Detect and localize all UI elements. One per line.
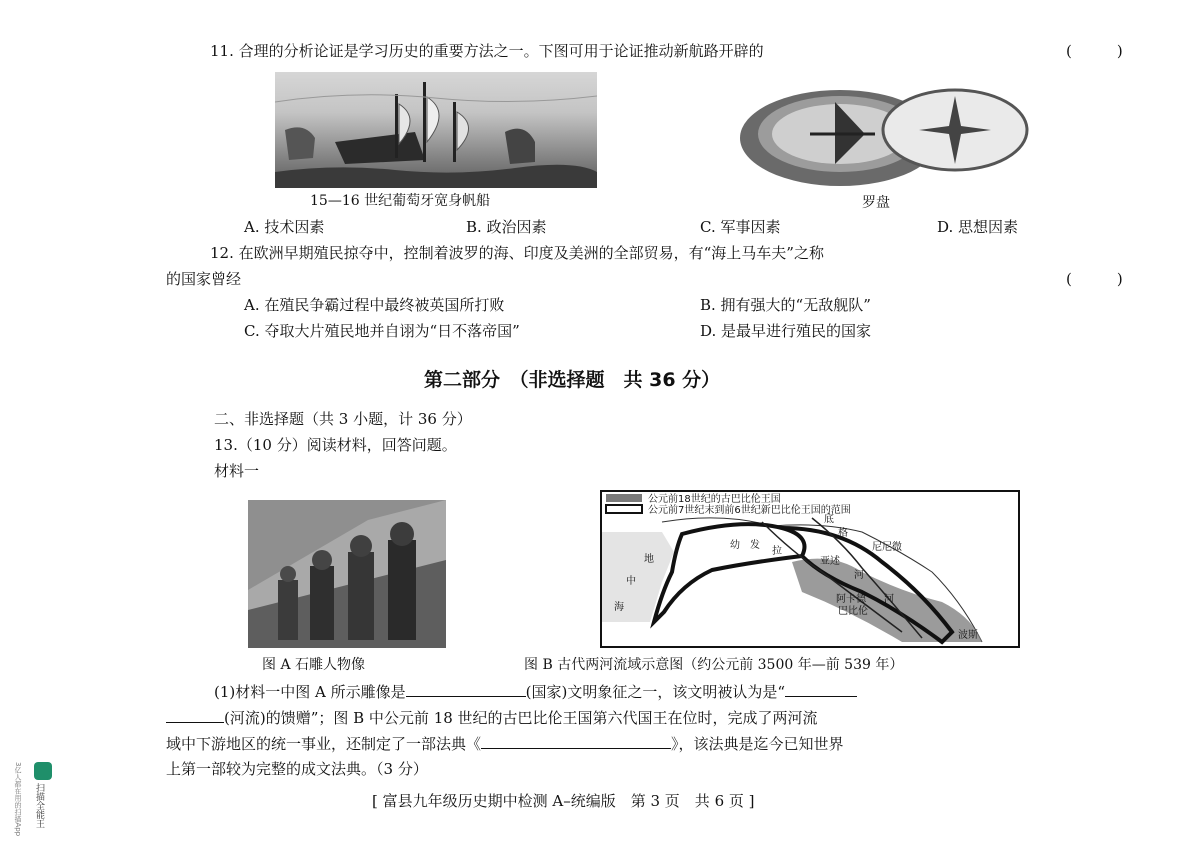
scanner-logo-text: 扫描全能王: [34, 783, 44, 828]
q12-option-a: A. 在殖民争霸过程中最终被英国所打败: [244, 296, 505, 314]
map-label-nineveh: 尼尼微: [872, 542, 902, 553]
page-footer: [ 富县九年级历史期中检测 A–统编版 第 3 页 共 6 页 ]: [372, 792, 755, 810]
map-label-gulf: 波斯: [958, 630, 978, 641]
map-label-euphrates: 幼 发: [730, 540, 760, 551]
legend-old-babylon: 公元前18世纪的古巴比伦王国: [648, 494, 781, 505]
q12-option-d: D. 是最早进行殖民的国家: [700, 322, 872, 340]
q12-stem-line1: 12. 在欧洲早期殖民掠夺中，控制着波罗的海、印度及美洲的全部贸易，有“海上马车夫”之称: [210, 244, 824, 262]
compass-caption: 罗盘: [862, 195, 890, 211]
q13-1-line3-a: 域中下游地区的统一事业，还制定了一部法典《: [166, 735, 482, 753]
material-one-label: 材料一: [214, 462, 260, 480]
figure-b-caption: 图 B 古代两河流域示意图（约公元前 3500 年—前 539 年）: [524, 657, 904, 673]
blank-river-part2[interactable]: [166, 708, 224, 723]
q13-stem: 13.（10 分）阅读材料，回答问题。: [214, 436, 457, 454]
q11-option-d: D. 思想因素: [937, 218, 1019, 236]
q11-option-a: A. 技术因素: [244, 218, 325, 236]
blank-country[interactable]: [406, 682, 526, 697]
figure-a-statue-image: [248, 500, 446, 648]
q11-stem: 11. 合理的分析论证是学习历史的重要方法之一。下图可用于论证推动新航路开辟的: [210, 42, 764, 60]
figure-a-caption: 图 A 石雕人物像: [262, 657, 366, 673]
map-label-akkad: 阿卡德: [836, 594, 866, 605]
q13-1-line2-a: (河流)的馈赠”；图 B 中公元前 18 世纪的古巴比伦王国第六代国王在位时，完成了两河流: [224, 709, 818, 727]
q12-stem-line2: 的国家曾经: [166, 270, 242, 288]
map-label-assur: 亚述: [820, 556, 840, 567]
q13-1-line1-b: (国家)文明象征之一，该文明被认为是“: [525, 683, 785, 701]
map-label-di: 底: [824, 514, 834, 525]
q13-1-line2: [166, 708, 818, 727]
blank-code-name[interactable]: [481, 734, 671, 749]
figure-b-map: [600, 490, 1020, 648]
ship-image: [275, 72, 597, 188]
q11-answer-paren: ( ): [1066, 42, 1123, 60]
section-heading: 二、非选择题（共 3 小题，计 36 分）: [214, 410, 472, 428]
compass-image: [735, 82, 1035, 190]
scanner-logo-icon: [34, 762, 52, 780]
map-label-babylon: 巴比伦: [838, 606, 868, 617]
ship-caption: 15—16 世纪葡萄牙宽身帆船: [310, 193, 491, 209]
q13-1-line1: [214, 682, 857, 701]
q11-option-b: B. 政治因素: [466, 218, 547, 236]
map-label-med2: 中: [626, 576, 636, 587]
scanner-watermark: [34, 762, 54, 834]
q12-answer-paren: ( ): [1066, 270, 1123, 288]
map-label-he1: 河: [854, 570, 864, 581]
map-label-med1: 地: [644, 554, 654, 565]
q13-1-line4: 上第一部较为完整的成文法典。（3 分）: [166, 760, 428, 778]
q12-option-c: C. 夺取大片殖民地并自诩为“日不落帝国”: [244, 322, 520, 340]
map-label-ge: 格: [838, 528, 848, 539]
legend-neo-babylon: 公元前7世纪末到前6世纪新巴比伦王国的范围: [648, 505, 851, 516]
q13-1-line3-b: 》，该法典是迄今已知世界: [671, 735, 844, 753]
q13-1-line1-a: (1)材料一中图 A 所示雕像是: [214, 683, 406, 701]
map-label-he2: 河: [884, 594, 894, 605]
blank-river-part1[interactable]: [785, 682, 857, 697]
part2-title: 第二部分 （非选择题 共 36 分）: [424, 369, 721, 391]
q12-option-b: B. 拥有强大的“无敌舰队”: [700, 296, 871, 314]
q11-option-c: C. 军事因素: [700, 218, 781, 236]
q13-1-line3: [166, 734, 844, 753]
map-label-la: 拉: [772, 546, 782, 557]
map-label-med3: 海: [614, 602, 624, 613]
scanner-side-text: 3亿人都在用的扫描App: [14, 762, 22, 837]
